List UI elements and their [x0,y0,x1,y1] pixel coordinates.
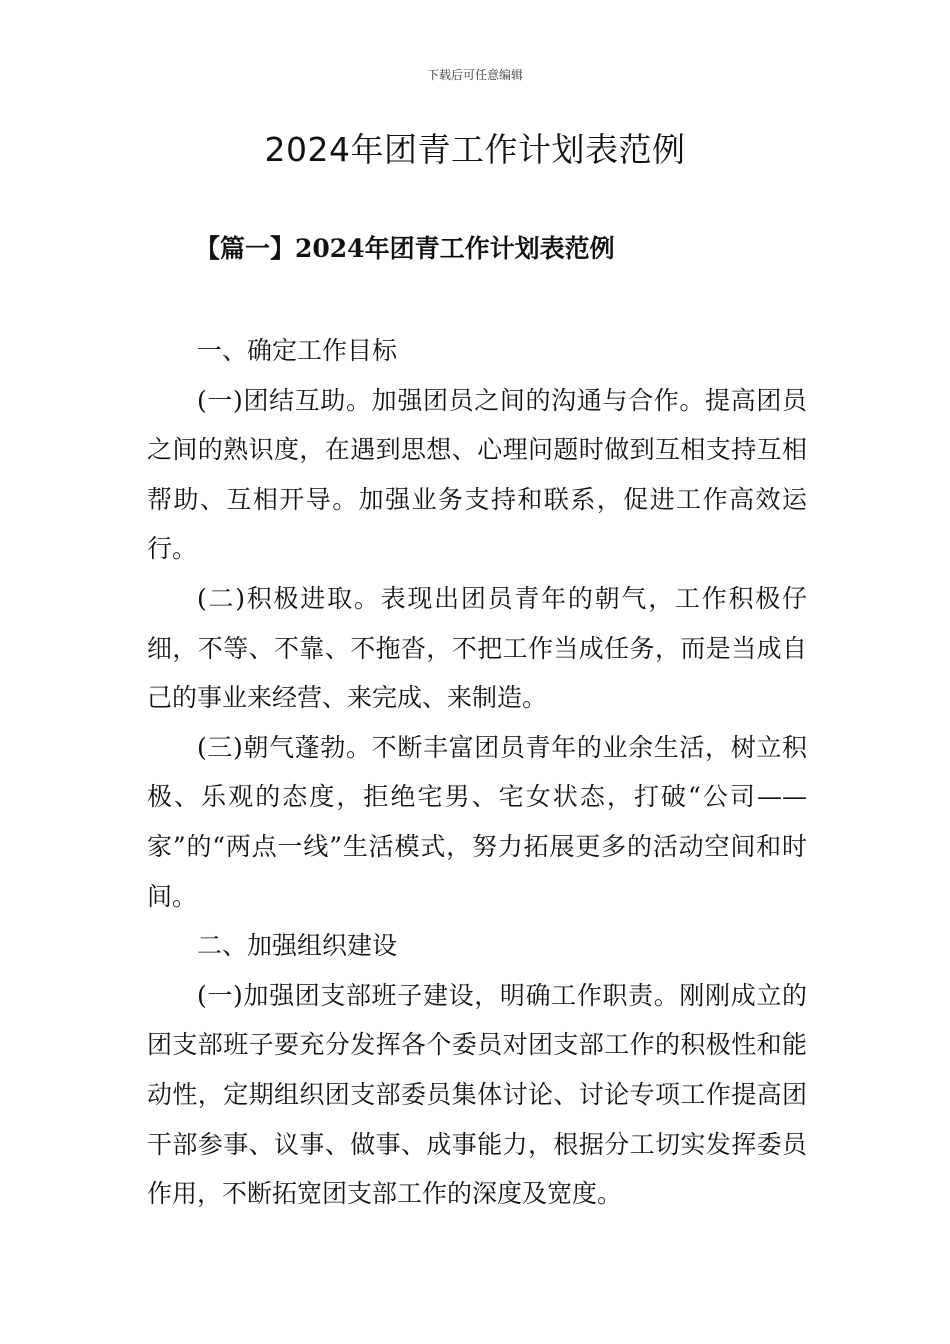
heading-work-goals: 一、确定工作目标 [197,336,398,365]
paragraph-vitality: (三)朝气蓬勃。不断丰富团员青年的业余生活，树立积极、乐观的态度，拒绝宅男、宅女状态，打破“公司——家”的“两点一线”生活模式，努力拓展更多的活动空间和时间。 [147,732,807,911]
section-title: 【篇一】2024年团青工作计划表范例 [195,234,615,263]
document-body [147,326,807,1219]
heading-organization: 二、加强组织建设 [197,931,398,961]
paragraph-progress: (二)积极进取。表现出团员青年的朝气，工作积极仔细，不等、不靠、不拖沓，不把工作当成任务，而是当成自己的事业来经营、来完成、来制造。 [147,583,807,713]
document-title: 2024年团青工作计划表范例 [264,130,686,169]
header-note: 下载后可任意编辑 [426,68,523,82]
paragraph-unity: (一)团结互助。加强团员之间的沟通与合作。提高团员之间的熟识度，在遇到思想、心理问题时做到互相支持互相帮助、互相开导。加强业务支持和联系，促进工作高效运行。 [147,385,807,564]
paragraph-branch-building: (一)加强团支部班子建设，明确工作职责。刚刚成立的团支部班子要充分发挥各个委员对团支部工作的积极性和能动性，定期组织团支部委员集体讨论、讨论专项工作提高团干部参事、议事、做事、成事能力，根据分工切实发挥委员作用，不断拓宽团支部工作的深度及宽度。 [147,980,807,1209]
